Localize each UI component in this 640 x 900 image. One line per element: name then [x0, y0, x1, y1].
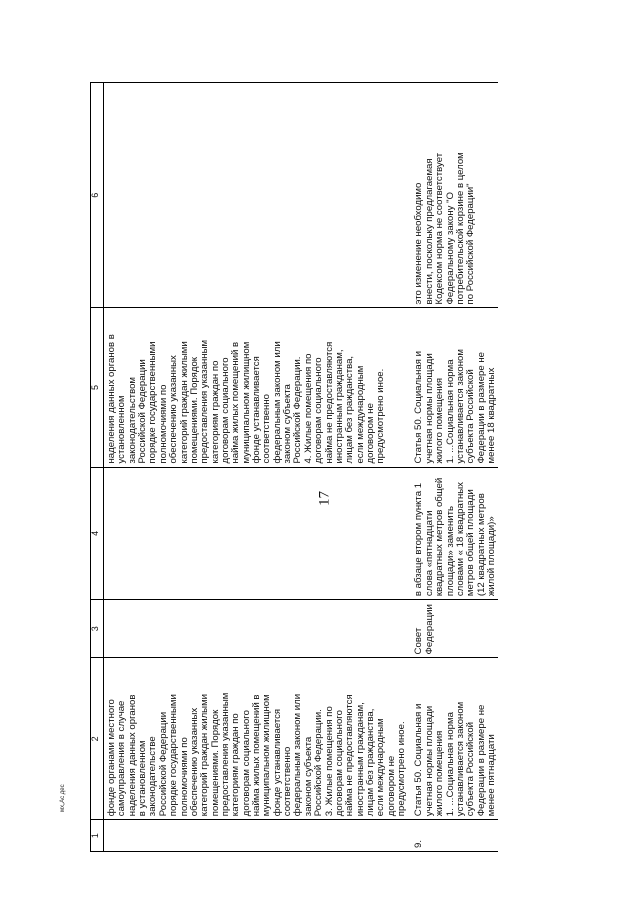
- cont-text-current-law: фонде органами местного самоуправления в случае наделения данных органов в установленном законодательстве Российской Федерации порядке государственными полномочиями по обеспечению указанных категорий граждан жилыми помещениями. Порядок предоставления указанным категориям граждан по договорам социального найма жилых помещений в муниципальном жилищном фонде устанавливается соответственно федеральным законом или законом субъекта Российской Федерации. 3. Жилые помещения по договорам социального найма не предоставляются иностранным гражданам, лицам без гражданства, если международным договором не предусмотрено иное.: [106, 692, 408, 817]
- header-col-5: 5: [91, 308, 104, 467]
- cont-col-3: [104, 600, 409, 658]
- row9-amendment: в абзаце втором пункта 1 слова «пятнадцати квадратных метров общей площади» заменить словами « 18 квадратных метров общей площади (12 квадратных метров жилой площади)»: [413, 477, 497, 597]
- cont-col-5: [104, 308, 409, 467]
- header-col-2: 2: [91, 658, 104, 820]
- row9-col-4: [408, 467, 498, 600]
- row9-number: 9.: [408, 820, 498, 852]
- cont-col-6: [104, 83, 409, 308]
- cont-col-1: [104, 820, 409, 852]
- header-col-4: 4: [91, 467, 104, 600]
- table-header-row: [91, 83, 104, 852]
- comparison-table-rotated: [90, 82, 560, 852]
- cont-text-proposed: наделения данных органов в установленном законодательством Российской Федерации порядке государственными полномочиями по обеспечению указанных категорий граждан жилыми помещениями. Порядок предоставления указанным категориям граждан по договорам социального найма жилых помещений в муниципальном жилищном фонде устанавливается соответственно федеральным законом или законом субъекта Российской Федерации. 4. Жилые помещения по договорам социального найма не предоставляются иностранным гражданам, лицам без гражданства, если международным договором не предусмотрено иное.: [106, 334, 387, 464]
- row9-col-3: [408, 600, 498, 658]
- cont-col-4: [104, 467, 409, 600]
- header-col-3: 3: [91, 600, 104, 658]
- row9-text-proposed: Статья 50. Социальная и учетная нормы площади жилого помещения 1. ...Социальная норма устанавливается законом субъекта Российской Федерации в размере не менее 18 квадратных: [413, 349, 497, 464]
- row9-col-2: [408, 658, 498, 820]
- row9-justification: это изменение необходимо внести, поскольку предлагаемая Кодексом норма не соответствует Федеральному закону "О потребительской корзине в целом по Российской Федерации": [413, 152, 477, 305]
- table-row-continuation: [104, 83, 409, 852]
- row9-author: Совет Федерации: [413, 604, 435, 655]
- page-number: 17: [316, 491, 333, 506]
- row9-text-current-law: Статья 50. Социальная и учетная нормы площади жилого помещения 1. ...Социальная норма устанавливается законом субъекта Российской Федерации в размере не менее пятнадцати: [413, 701, 497, 817]
- table-row-9: [408, 83, 498, 852]
- row9-col-6: [408, 83, 498, 308]
- footer-mark: мх„Ас дес: [60, 784, 66, 812]
- header-col-6: 6: [91, 83, 104, 308]
- header-col-1: 1: [91, 820, 104, 852]
- row9-col-5: [408, 308, 498, 467]
- comparison-table: [90, 82, 498, 852]
- cont-col-2: [104, 658, 409, 820]
